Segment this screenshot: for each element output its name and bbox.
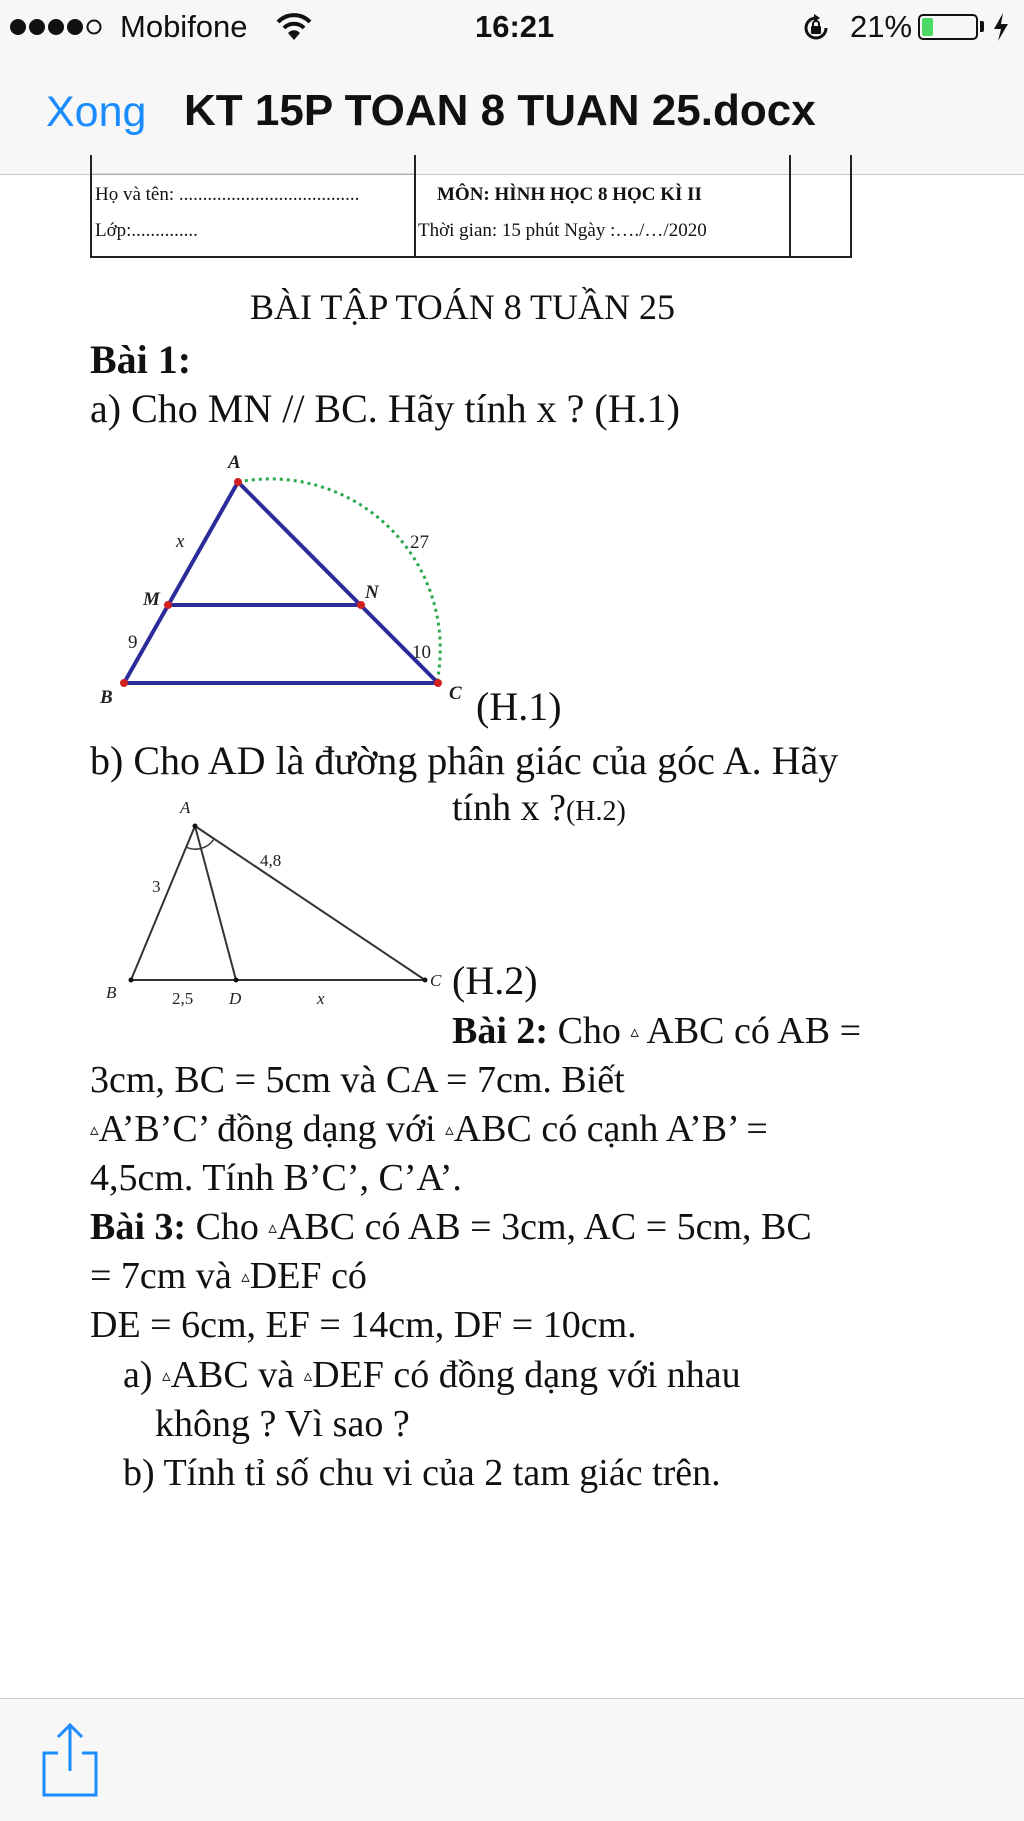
segment-ab — [124, 482, 238, 683]
figure-h1 — [100, 445, 480, 708]
battery-percent: 21% — [850, 9, 913, 44]
bai3-text: ABC và — [170, 1354, 304, 1396]
worksheet-title: BÀI TẬP TOÁN 8 TUẦN 25 — [250, 287, 676, 327]
bai1-part-a: a) Cho MN // BC. Hãy tính x ? (H.1) — [90, 386, 680, 431]
triangle-symbol: ▵ — [630, 1021, 639, 1041]
subject-label: MÔN: HÌNH HỌC 8 HỌC KÌ II — [437, 184, 702, 205]
bai2-text: A’B’C’ đồng dạng với — [98, 1108, 446, 1150]
status-bar — [0, 0, 1024, 56]
bai3-text: ABC có AB = 3cm, AC = 5cm, BC — [276, 1206, 812, 1248]
bai3-line2 — [90, 1257, 367, 1295]
bai3-line1 — [90, 1208, 812, 1246]
point-c — [423, 978, 428, 983]
document-page[interactable] — [0, 175, 1024, 1697]
caption-h1: (H.1) — [476, 684, 562, 729]
point-n — [357, 601, 365, 609]
label-4-8: 4,8 — [260, 851, 282, 870]
signal-dots-icon — [8, 16, 100, 38]
bai3-line3: DE = 6cm, EF = 14cm, DF = 10cm. — [90, 1304, 637, 1346]
table-divider — [414, 155, 416, 256]
label-c: C — [430, 971, 442, 990]
carrier-name: Mobifone — [120, 9, 248, 44]
part-b-ask: tính x ? — [452, 787, 566, 829]
label-27: 27 — [410, 532, 429, 553]
arc-27-dashed — [238, 479, 440, 682]
bai3-qa-prefix: a) — [123, 1354, 163, 1396]
point-m — [164, 601, 172, 609]
segment-ab — [131, 826, 195, 980]
bai1-heading: Bài 1: — [90, 337, 192, 382]
bai3-question-a-line2: không ? Vì sao ? — [155, 1403, 410, 1445]
label-m: M — [143, 589, 160, 610]
label-n: N — [365, 582, 379, 603]
bai3-question-a — [123, 1356, 741, 1394]
bai2-line2: 3cm, BC = 5cm và CA = 7cm. Biết — [90, 1059, 625, 1101]
battery-level-fill — [922, 18, 933, 36]
triangle-symbol: ▵ — [268, 1217, 277, 1237]
triangle-symbol: ▵ — [162, 1365, 171, 1385]
figure-h2 — [100, 798, 460, 1008]
triangle-symbol: ▵ — [445, 1119, 454, 1139]
label-9: 9 — [128, 632, 138, 653]
point-a — [193, 824, 198, 829]
label-a: A — [228, 452, 241, 473]
label-3: 3 — [152, 877, 161, 896]
charging-bolt-icon — [992, 12, 1010, 42]
bai3-text: Cho — [186, 1206, 269, 1248]
bai2-line1 — [452, 1012, 861, 1050]
bottom-toolbar — [0, 1698, 1024, 1821]
bai3-text: DEF có — [249, 1255, 367, 1297]
bai2-text: Cho — [548, 1010, 631, 1052]
class-label: Lớp:.............. — [95, 220, 198, 241]
clock-time: 16:21 — [475, 9, 555, 44]
bai3-question-b: b) Tính tỉ số chu vi của 2 tam giác trên. — [123, 1452, 721, 1494]
label-d: D — [229, 989, 242, 1008]
bai2-text: ABC có AB = — [638, 1010, 861, 1052]
point-d — [234, 978, 239, 983]
label-c: C — [449, 683, 462, 704]
table-divider — [789, 155, 791, 256]
point-a — [234, 478, 242, 486]
caption-h2: (H.2) — [452, 958, 538, 1003]
header-table — [90, 155, 852, 258]
rotation-lock-icon — [800, 12, 832, 44]
part-b-ref: (H.2) — [565, 796, 626, 827]
label-b: B — [100, 687, 113, 708]
bai2-text: ABC có cạnh A’B’ = — [453, 1108, 768, 1150]
label-2-5: 2,5 — [172, 989, 194, 1008]
done-button[interactable]: Xong — [46, 88, 147, 136]
bai3-heading: Bài 3: — [90, 1206, 187, 1248]
segment-ac — [238, 482, 438, 683]
triangle-symbol: ▵ — [303, 1365, 313, 1385]
battery-icon — [918, 14, 978, 40]
point-b — [129, 978, 134, 983]
triangle-symbol: ▵ — [241, 1266, 250, 1286]
share-icon[interactable] — [40, 1719, 100, 1799]
label-x: x — [317, 989, 325, 1008]
student-name-label: Họ và tên: ...................................... — [95, 184, 360, 205]
bai2-line3 — [90, 1110, 768, 1148]
label-a: A — [180, 798, 191, 817]
cropped-row-line — [92, 173, 414, 175]
wifi-icon — [276, 12, 312, 42]
bai3-text: DEF có đồng dạng với nhau — [312, 1354, 741, 1396]
bai3-text: = 7cm và — [90, 1255, 242, 1297]
document-title: KT 15P TOAN 8 TUAN 25.docx — [184, 86, 816, 135]
label-x: x — [176, 531, 185, 552]
bai1-part-b-line1: b) Cho AD là đường phân giác của góc A. Hãy — [90, 738, 839, 783]
label-b: B — [106, 983, 117, 1002]
triangle-symbol: ▵ — [90, 1119, 99, 1139]
point-b — [120, 679, 128, 687]
label-10: 10 — [412, 642, 431, 663]
point-c — [434, 679, 442, 687]
bai2-heading: Bài 2: — [452, 1010, 549, 1052]
battery-tip — [980, 21, 984, 32]
bai2-line4: 4,5cm. Tính B’C’, C’A’. — [90, 1157, 462, 1199]
bai1-part-b-line2 — [452, 789, 626, 827]
time-date-label: Thời gian: 15 phút Ngày :…./…/2020 — [418, 220, 707, 241]
